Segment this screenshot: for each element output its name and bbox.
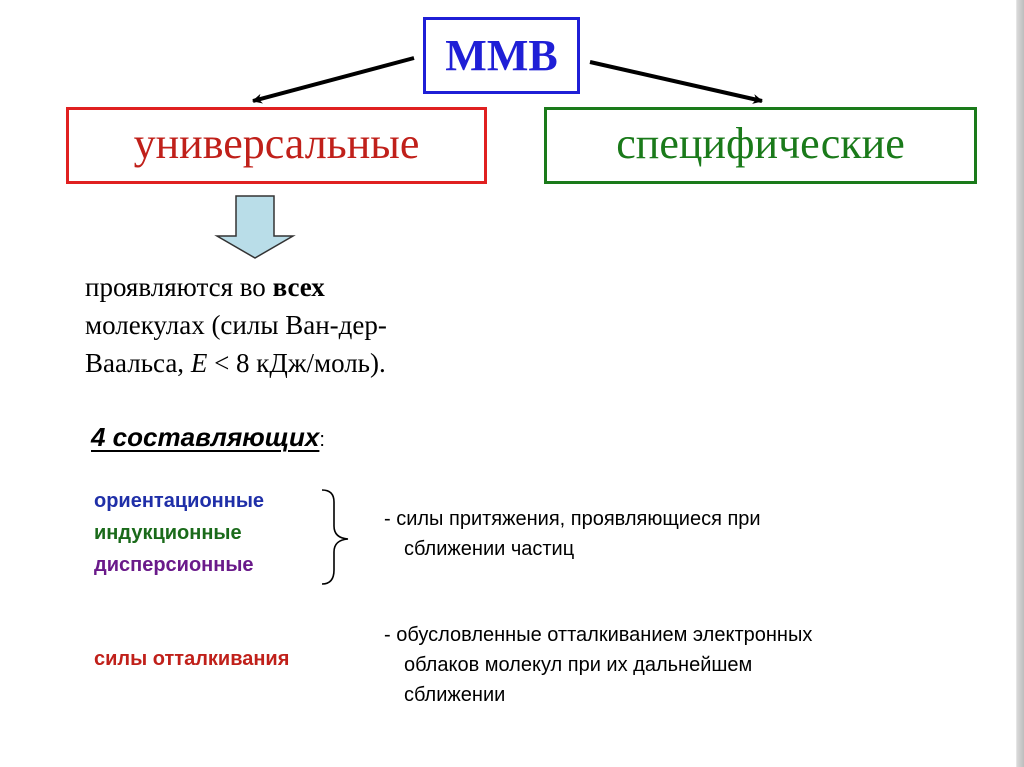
mmv-box: [423, 17, 580, 94]
components-colon: :: [319, 429, 325, 451]
description-line-2: молекулах (силы Ван-дер-: [85, 310, 387, 340]
attraction-note-line-2: сближении частиц: [404, 538, 575, 560]
mmv-label: ММВ: [445, 31, 558, 80]
description-line-3: [85, 344, 505, 382]
description-bold-word: всех: [272, 272, 325, 302]
arrow-to-universal: [253, 58, 414, 101]
specific-box: [544, 107, 977, 184]
components-title: 4 составляющих: [91, 422, 320, 452]
universal-box: [66, 107, 487, 184]
dispersive-forces-label: дисперсионные: [94, 554, 254, 576]
curly-brace-icon: [322, 490, 348, 584]
attraction-note: [384, 504, 761, 564]
inductive-forces-label: индукционные: [94, 522, 242, 544]
description-line-3-suffix: < 8 кДж/моль).: [207, 348, 386, 378]
description-line-1-text: проявляются во: [85, 272, 273, 302]
components-heading: [91, 422, 325, 453]
repulsion-note: [384, 620, 812, 710]
specific-label: специфические: [616, 119, 905, 168]
universal-description: [85, 268, 505, 382]
description-line-3-prefix: Ваальса,: [85, 348, 191, 378]
description-line-1: [85, 268, 505, 306]
slide-right-edge: [1016, 0, 1024, 767]
energy-symbol: E: [190, 348, 208, 378]
repulsive-forces-label: силы отталкивания: [94, 648, 290, 670]
attraction-note-line-1: - силы притяжения, проявляющиеся при: [384, 508, 761, 530]
arrow-to-specific: [590, 62, 762, 101]
down-arrow-icon: [217, 196, 293, 258]
orientational-forces-label: ориентационные: [94, 490, 265, 512]
repulsion-note-line-3: сближении: [404, 684, 506, 706]
universal-label: универсальные: [133, 119, 420, 168]
repulsion-note-line-2: облаков молекул при их дальнейшем: [404, 654, 753, 676]
repulsion-note-line-1: - обусловленные отталкиванием электронных: [384, 624, 813, 646]
